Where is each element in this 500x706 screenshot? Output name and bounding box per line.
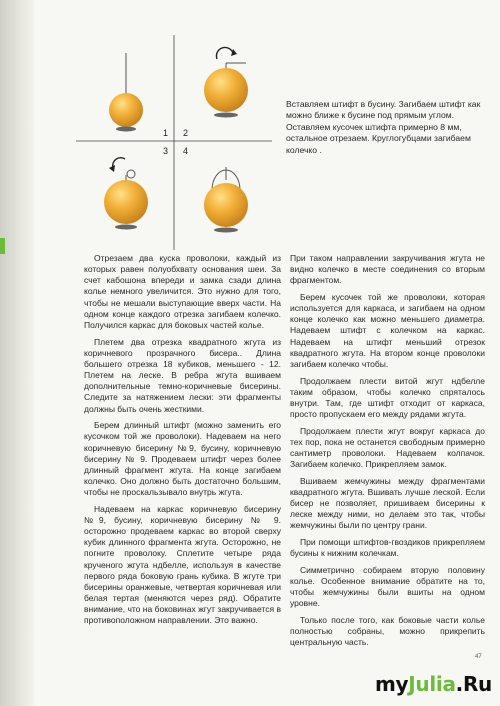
- bead-steps-svg: [76, 35, 272, 250]
- watermark-part-my: my: [374, 672, 409, 696]
- step-3-illustration: [104, 158, 148, 230]
- right-text-column: [290, 253, 485, 654]
- step-label-1: 1: [163, 128, 169, 138]
- left-paragraph-2: Плетем два отрезка квадратного жгута из коричневого прозрачного бисера.. Длина большего отрезка 18 кубиков, меньшего - 12. Плетем на леске. В ребра жгута вшиваем дополнительные темно-коричневые бисерины. Следите за натяжением лески: эти фрагменты должны быть очень жесткими.: [84, 336, 281, 414]
- watermark-part-julia: Julia: [408, 672, 456, 696]
- right-paragraph-4: Продолжаем плести жгут вокруг каркаса до тех пор, пока не останется свободным примерно сантиметр проволоки. Надеваем колпачок. Загибаем колечко. Прикрепляем замок.: [290, 425, 485, 470]
- step-label-4: 4: [183, 146, 189, 156]
- caption-text: Вставляем штифт в бусину. Загибаем штифт как можно ближе к бусине под прямым углом. Оставляем кусочек штифта примерно 8 мм, остальное отрезаем. Круглогубцами загибаем колечко .: [286, 99, 481, 155]
- right-paragraph-2: Берем кусочек той же проволоки, которая используется для каркаса, и загибаем на одном конце колечко как можно меньшего диаметра. Надеваем штифт с колечком на каркас. Надеваем на штифт меньший отрезок квадратного жгута. На втором конце проволоки загибаем колечко чтобы.: [290, 291, 485, 369]
- right-paragraph-7: Симметрично собираем вторую половину колье. Особенное внимание обратите на то, чтобы жемчужины были вшиты на одном уровне.: [290, 564, 485, 609]
- right-paragraph-1: При таком направлении закручивания жгута не видно колечко в месте соединения со вторым фрагментом.: [290, 253, 485, 286]
- step-4-illustration: [204, 167, 248, 233]
- page-number: 47: [475, 654, 482, 660]
- left-paragraph-1: Отрезаем два куска проволоки, каждый из которых равен полуобхвату основания шеи. За счет кабошона впереди и замка сзади длина колье немного увеличится. Это нужно для того, чтобы не мешали выступающие вверх части. На одном конце каждого отрезка загибаем колечко. Получился каркас для боковых частей колье.: [84, 253, 281, 330]
- step-label-3: 3: [163, 146, 169, 156]
- left-paragraph-4: Надеваем на каркас коричневую бисерину №9, бусину, коричневую бисерину № 9. осторожно продеваем каркас во второй сверху кубик длинного фрагмента жгута. Осторожно, не погните проволоку. Сплетите четыре ряда крученого жгута ндбелле, используя в качестве первого ряда боковую грань кубика. В жгуте три бисерины оранжевые, четвертая коричневая или белая тертая (меняются через ряд). Обратите внимание, что на боковинах жгут закручивается в противоположном направлении. Это важно.: [84, 503, 281, 626]
- bead-steps-figure: [76, 35, 272, 250]
- side-tab-marker: [0, 238, 5, 254]
- watermark-part-ru: .Ru: [455, 672, 492, 696]
- right-paragraph-5: Вшиваем жемчужины между фрагментами квадратного жгута. Вшивать лучше леской. Если бисер не позволяет, пришиваем бисерины к леске между ними, но делаем это так, чтобы жемчужины были по центру грани.: [290, 475, 485, 531]
- step-label-2: 2: [183, 128, 189, 138]
- figure-caption: [286, 99, 486, 156]
- left-text-column: [84, 253, 281, 632]
- right-paragraph-8: Только после того, как боковые части колье полностью собраны, можно прикрепить центральную часть.: [290, 615, 485, 648]
- step-1-illustration: [109, 53, 143, 132]
- page-gutter: [0, 0, 34, 706]
- step-2-illustration: [204, 47, 248, 117]
- left-paragraph-3: Берем длинный штифт (можно заменить его кусочком той же проволоки). Надеваем на него коричневую бисерину №9, бусину, коричневую бисерину № 9. Продеваем штифт через более длинный фрагмент жгута. На конце загибаем колечко. Оно должно быть достаточно большим, чтобы не проскальзывало внутрь жгута.: [84, 420, 281, 498]
- site-watermark-logo: [375, 672, 492, 696]
- right-paragraph-3: Продолжаем плести витой жгут ндбелле таким образом, чтобы колечко спряталось внутри. Там, где штифт отходит от каркаса, просто пропускаем его между рядами жгута.: [290, 375, 485, 420]
- right-paragraph-6: При помощи штифтов-гвоздиков прикрепляем бусины к нижним колечкам.: [290, 537, 485, 559]
